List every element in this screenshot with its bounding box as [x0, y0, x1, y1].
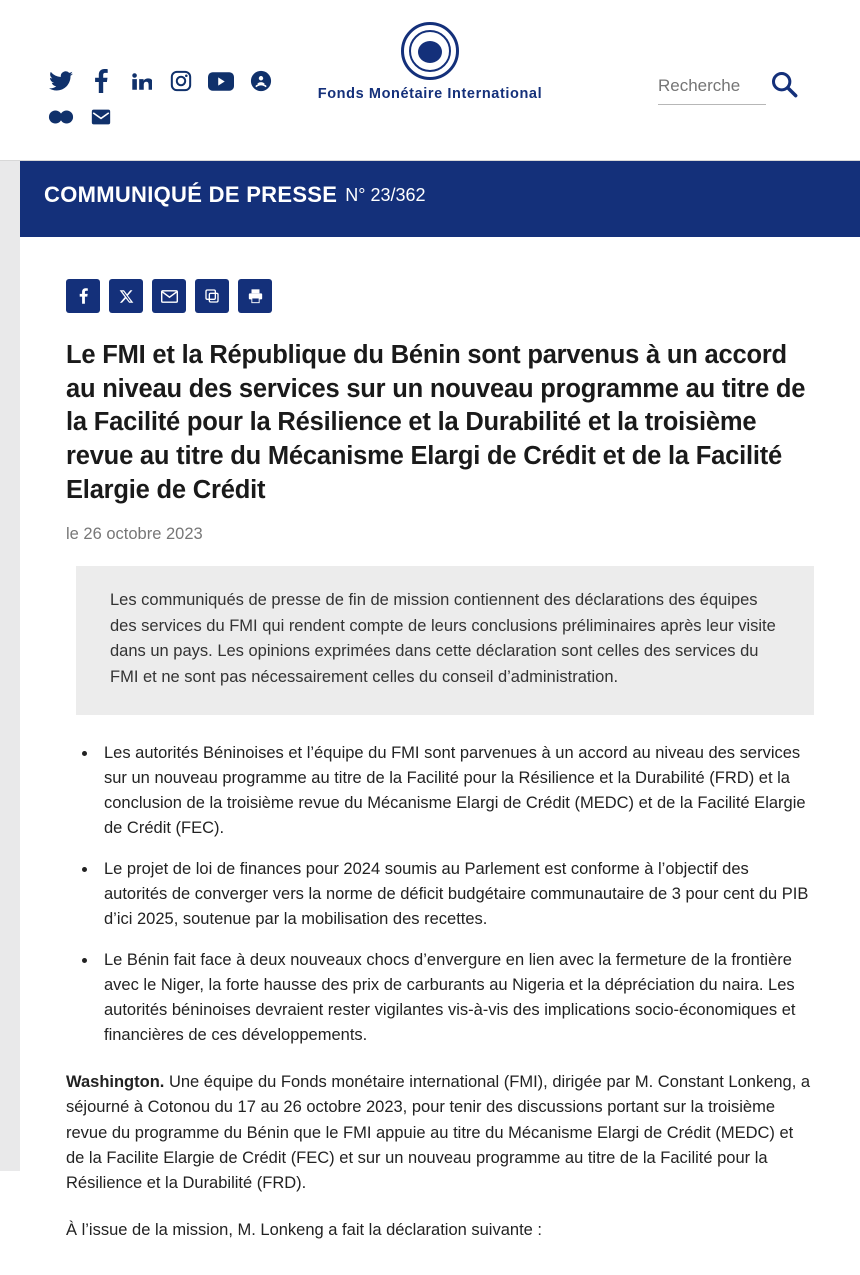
article-paragraph-2: À l’issue de la mission, M. Lonkeng a fait la déclaration suivante :	[66, 1220, 543, 1239]
share-facebook-button[interactable]	[66, 279, 100, 313]
podcast-icon[interactable]	[248, 68, 274, 94]
share-copy-link-button[interactable]	[195, 279, 229, 313]
linkedin-icon[interactable]	[128, 68, 154, 94]
disclaimer-note: Les communiqués de presse de fin de mission contiennent des déclarations des équipes des services du FMI qui rendent compte de leurs conclusions préliminaires après leur visite dans un pays. Les opinions exprimées dans cette déclaration sont celles des services du FMI et ne sont pas nécessairement celles du conseil d’administration.	[76, 566, 814, 714]
share-bar	[66, 279, 814, 313]
article-paragraph-1-text: Une équipe du Fonds monétaire international (FMI), dirigée par M. Constant Lonkeng, a séjourné à Cotonou du 17 au 26 octobre 2023, pour tenir des discussions portant sur la troisième revue du programme du Bénin que le FMI appuie au titre du Mécanisme Elargi de Crédit (MEDC) et de la Facilite Elargie de Crédit (FEC) et sur un nouveau programme au titre de la Facilité pour la Résilience et la Durabilité (FRD).	[66, 1073, 811, 1192]
share-print-button[interactable]	[238, 279, 272, 313]
facebook-icon[interactable]	[88, 68, 114, 94]
youtube-icon[interactable]	[208, 68, 234, 94]
share-x-button[interactable]	[109, 279, 143, 313]
social-links	[48, 68, 278, 130]
seal-icon	[401, 22, 459, 80]
article-content	[20, 237, 860, 1275]
list-item: • Le projet de loi de finances pour 2024 soumis au Parlement est conforme à l’objectif des autorités de converger vers la norme de déficit budgétaire communautaire de 3 pour cent du PIB d’ici 2025, soutenue par la mobilisation des recettes.	[98, 857, 814, 932]
instagram-icon[interactable]	[168, 68, 194, 94]
site-header	[0, 0, 860, 161]
organization-name: Fonds Monétaire International	[317, 86, 543, 102]
banner-number: N° 23/362	[345, 184, 426, 205]
publication-date: le 26 octobre 2023	[66, 525, 203, 544]
share-email-button[interactable]	[152, 279, 186, 313]
search-area[interactable]	[658, 74, 778, 105]
search-icon[interactable]	[770, 70, 798, 103]
list-item: • Les autorités Béninoises et l’équipe du FMI sont parvenues à un accord au niveau des services sur un nouveau programme au titre de la Facilité pour la Résilience et la Durabilité (FRD) et la conclusion de la troisième revue du Mécanisme Elargi de Crédit (MEDC) et de la Facilité Elargie de Crédit (FEC).	[98, 741, 814, 841]
highlights-list	[50, 741, 814, 1049]
press-release-banner	[20, 161, 860, 225]
twitter-icon[interactable]	[48, 68, 74, 94]
article-paragraph-1	[66, 1070, 814, 1195]
email-newsletter-icon[interactable]	[88, 104, 114, 130]
banner-label: COMMUNIQUÉ DE PRESSE	[44, 182, 338, 207]
dateline-location: Washington.	[66, 1073, 165, 1092]
page-title: Le FMI et la République du Bénin sont parvenus à un accord au niveau des services sur un nouveau programme au titre de la Facilité pour la Résilience et la Durabilité et la troisième revue au titre du Mécanisme Elargi de Crédit et de la Facilité Elargie de Crédit	[66, 341, 806, 504]
search-input[interactable]	[658, 74, 766, 105]
banner-underline	[20, 225, 860, 237]
flickr-icon[interactable]	[48, 104, 74, 130]
left-rail	[0, 0, 20, 1171]
list-item: • Le Bénin fait face à deux nouveaux chocs d’envergure en lien avec la fermeture de la frontière avec le Niger, la forte hausse des prix de carburants au Nigeria et la dépréciation du naira. Les autorités béninoises devraient rester vigilantes vis-à-vis des implications socio-économiques et financières de ces développements.	[98, 948, 814, 1048]
